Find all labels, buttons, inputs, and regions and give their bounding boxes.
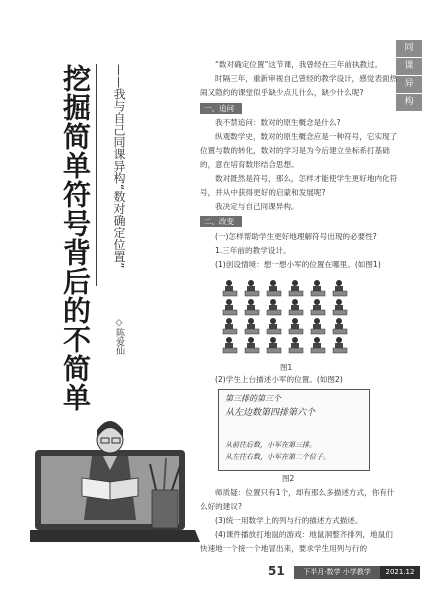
closing-paragraph-3: (4)课件播放打地鼠的游戏：地鼠洞整齐排列，地鼠们快速地一个接一个地冒出来，要求学生用列与行的 [200,530,393,553]
figure-2-card [218,389,370,471]
student-seat [267,299,281,315]
student-seat [311,299,325,315]
section-1-paragraph-1: 我不禁追问：数对的原生概念是什么? [215,118,341,127]
section-2-paragraph-1: (一)怎样帮助学生更好地理解符号出现的必要性? [215,232,377,241]
teacher-laptop-illustration [30,330,205,580]
intro-paragraph-1: “数对确定位置”这节课，我曾经在三年前执教过。 [215,60,383,69]
student-seat [311,318,325,334]
figure-1-classroom [215,276,355,360]
article-title: 挖掘简单符号背后的不简单 [59,64,92,412]
student-seat [289,280,303,296]
student-seat [333,337,347,353]
section-1-badge: 一、追问 [200,103,242,114]
title-divider [96,64,97,286]
section-2-badge: 二、改变 [200,216,242,227]
page-number: 51 [268,564,285,578]
issue-date: 2021.12 [380,566,420,579]
student-seat [223,318,237,334]
section-1-paragraph-3: 数对既然是符号，那么，怎样才能使学生更好地内化符号，并从中获得更好的启蒙和发展呢? [200,174,398,197]
column-tab-3: 异 [396,76,422,93]
column-tab-4: 构 [396,94,422,111]
author-name: ◇陈爱仙 [114,318,124,355]
section-2-paragraph-3: (1)创设情境：想一想小军的位置在哪里。(如图1) [215,260,381,269]
figure-2-caption: 图2 [282,474,295,483]
student-seat [289,299,303,315]
closing-paragraph-2: (3)统一用数学上的列与行的描述方式描述。 [215,516,363,525]
section-1-paragraph-4: 我决定与自己同课异构。 [215,202,299,211]
student-seat [333,299,347,315]
closing-paragraph-1: 师质疑：位置只有1个，却有那么多描述方式，你有什么好的建议? [200,488,395,511]
student-seat [245,280,259,296]
figure-2-line-1: 第三排的第三个 [225,394,281,403]
student-seat [333,280,347,296]
figure-2-line-4: 从左往右数，小军在第二个位子。 [225,453,330,461]
student-seat [245,299,259,315]
student-seat [267,280,281,296]
article-subtitle: ——我与自己同课异构“数对确定位置” [112,64,126,269]
student-seat [289,337,303,353]
column-tab-1: 同 [396,40,422,57]
student-seat [245,318,259,334]
student-seat [311,337,325,353]
student-seat [223,299,237,315]
student-seat [333,318,347,334]
figure-2-line-3: 从前往后数，小军在第三排。 [225,441,316,449]
student-seat [267,318,281,334]
column-tab-2: 课 [396,58,422,75]
student-seat [289,318,303,334]
student-seat [245,337,259,353]
figure-2-line-2: 从左边数第四排第六个 [225,408,316,418]
student-seat [267,337,281,353]
section-1-paragraph-2: 纵观数学史，数对的原生概念应是一种符号，它实现了位置与数的转化，数对的学习是为今后建立坐标系打基础的，意在培育数形结合思想。 [200,132,398,169]
figure-1-caption: 图1 [280,363,293,372]
student-seat [223,337,237,353]
magazine-name: 下半月·数学 小学教学 [294,566,380,579]
student-seat [311,280,325,296]
section-2-paragraph-2: 1.三年前的教学设计。 [215,246,291,255]
figure-2-intro: (2)学生上台描述小军的位置。(如图2) [215,375,343,384]
intro-paragraph-2: 时隔三年，重新审视自己曾经的教学设计，感觉表面热闹又隐约的课堂似乎缺少点儿什么，缺少什么呢? [200,74,398,97]
student-seat [223,280,237,296]
